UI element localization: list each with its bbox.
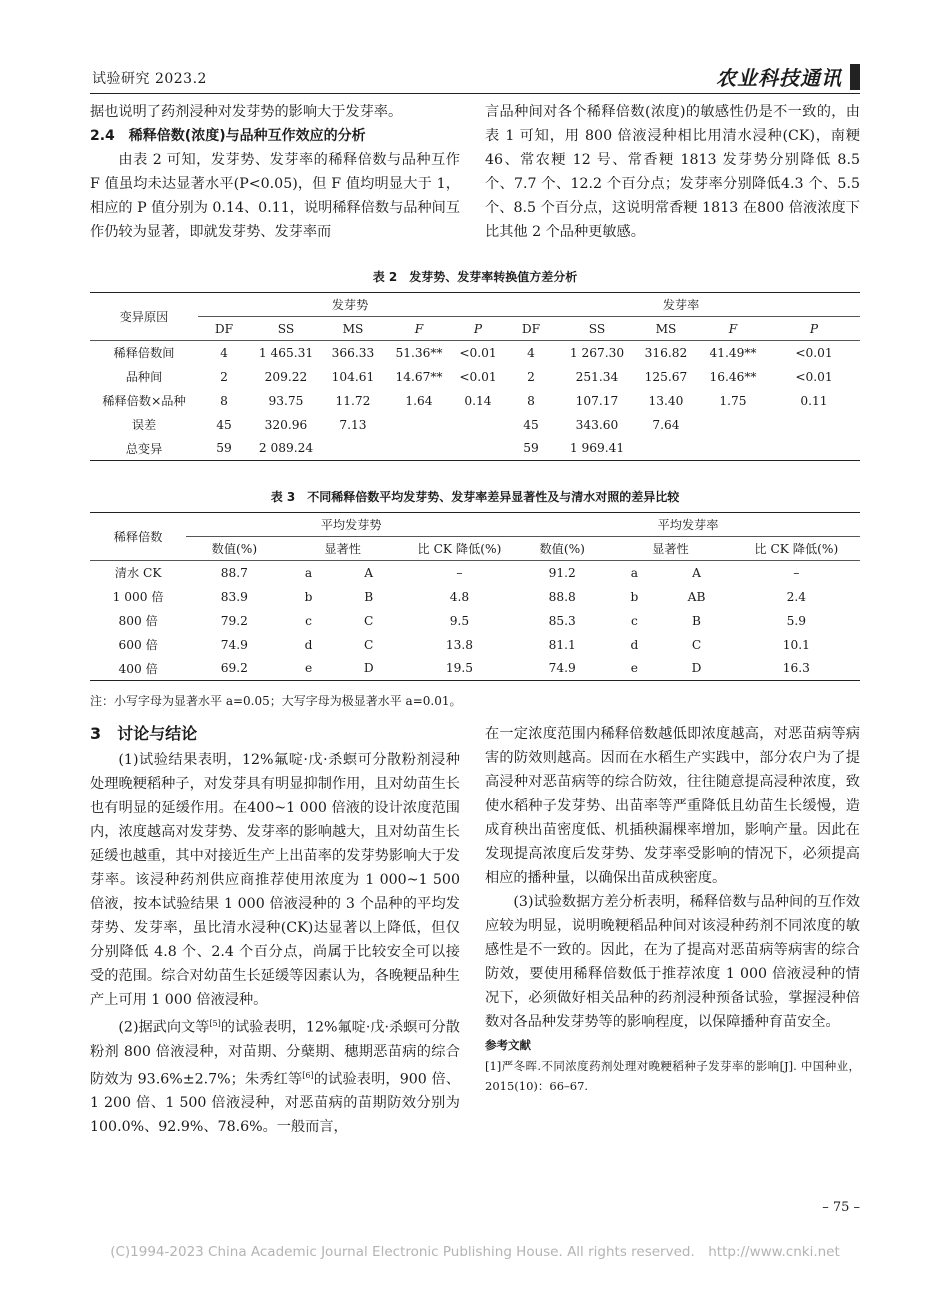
table2-subheader-cell: P (454, 317, 502, 341)
table3-cell: 88.8 (548, 589, 576, 604)
table2-cell: 2 (527, 369, 535, 384)
table2-cell: <0.01 (795, 345, 833, 360)
paragraph: (1)试验结果表明，12%氟啶·戊·杀螟可分散粉剂浸种处理晚粳稻种子，对发芽具有明显抑制作用，且对幼苗生长也有明显的延缓作用。在400~1 000 倍液的设计浓度范围内，浓度越高对发芽势、发芽率的影响越大，且对幼苗生长延缓也越重，其中对接近生产上出苗率的发芽势影响大于发芽率。该浸种药剂供应商推荐使用浓度为 1 000~1 500 倍液，按本试验结果 1 000 倍液浸种的 3 个品种的平均发芽势、发芽率，虽比清水浸种(CK)达显著以上降低，但仅分别降低 4.8 个、2.4 个百分点，尚属于比较安全可以接受的范围。综合对幼苗生长延缓等因素认为，各晚粳品种生产上可用 1 000 倍液浸种。 (90, 752, 460, 1008)
table2-cell: 8 (527, 393, 535, 408)
table2-cell: 316.82 (644, 345, 688, 360)
text-run: 的试验表明，12%氟啶·戊·杀螟可分散粉剂 800 倍液浸种，对苗期、分蘖期、穗期恶苗病的综合防效为 93.6%±2.7%；朱秀红等 (90, 1019, 460, 1088)
table2-header-group1: 发芽势 (198, 293, 502, 317)
table2-cell: 7.13 (339, 417, 367, 432)
lower-left-column (90, 722, 460, 1139)
table2-cell (698, 437, 768, 461)
table2-cell: 误差 (131, 418, 157, 432)
table2-cell: 8 (220, 393, 228, 408)
table2-cell: 4 (527, 345, 535, 360)
table3-subheader-cell: 显著性 (283, 537, 403, 561)
table2-cell: 7.64 (652, 417, 680, 432)
paragraph: 言品种间对各个稀释倍数(浓度)的敏感性仍是不一致的，由表 1 可知，用 800 倍液浸种相比用清水浸种(CK)，南粳 46、常农粳 12 号、常香粳 1813 发芽势分别降低 8.5 个、7.7 个、12.2 个百分点；发芽率分别降低4.3 个、5.5 个、8.5 个百分点，这说明常香粳 1813 在800 倍液浓度下比其他 2 个品种更敏感。 (485, 104, 860, 240)
table3-subheader (90, 537, 860, 561)
table3-note: 注：小写字母为显著水平 a=0.05；大写字母为极显著水平 a=0.01。 (90, 694, 462, 708)
table2-cell: 45 (523, 417, 539, 432)
page-number: – 75 – (822, 1200, 860, 1215)
table3-cell: A (692, 565, 701, 580)
table2-cell: 107.17 (575, 393, 619, 408)
table3-cell: 16.3 (782, 661, 810, 676)
table3-row (90, 657, 860, 681)
table2-caption: 表 2 发芽势、发芽率转换值方差分析 (372, 270, 578, 284)
text-run: (2)据武向文等 (118, 1019, 210, 1036)
table3-cell: b (304, 589, 313, 604)
table3-cell: 400 倍 (118, 661, 158, 676)
paragraph (90, 1012, 460, 1139)
table3-cell: 74.9 (548, 661, 576, 676)
table2-cell: <0.01 (459, 345, 497, 360)
citation-6[interactable]: [6] (302, 1070, 314, 1080)
table2-cell: 104.61 (331, 369, 375, 384)
table2-cell: 14.67** (395, 369, 443, 384)
upper-right-column (485, 100, 860, 244)
table2-cell: 品种间 (125, 370, 163, 384)
table2-header-group2: 发芽率 (502, 293, 860, 317)
table3-cell: c (630, 613, 638, 628)
table3-cell: 88.7 (220, 565, 248, 580)
table3-cell: a (304, 565, 313, 580)
table3-header-group2: 平均发芽率 (516, 513, 860, 537)
table3-cell: 79.2 (220, 613, 248, 628)
table2-cell (322, 437, 384, 461)
table3-row (90, 633, 860, 657)
table2-cell (454, 437, 502, 461)
table3-cell: 5.9 (786, 613, 806, 628)
table3-cell: 10.1 (782, 637, 810, 652)
reference-item: [1]严冬晖.不同浓度药剂处理对晚粳稻种子发芽率的影响[J]. 中国种业，2015(10)：66–67. (485, 1059, 860, 1093)
table2-cell: 13.40 (648, 393, 684, 408)
table2-row (90, 437, 860, 461)
table3-subheader-cell: 数值(%) (516, 537, 608, 561)
table3-row (90, 561, 860, 585)
table2-cell: 1 267.30 (569, 345, 625, 360)
references-heading: 参考文献 (485, 1038, 531, 1052)
table2-cell (384, 413, 454, 437)
table2-subheader-cell: DF (502, 317, 560, 341)
table3-cell: 74.9 (220, 637, 248, 652)
table2-cell: 11.72 (335, 393, 371, 408)
table3-header-dilution: 稀释倍数 (90, 513, 186, 561)
table3-cell: 600 倍 (118, 638, 158, 652)
table2-header-source: 变异原因 (90, 293, 198, 341)
table3-subheader-cell: 比 CK 降低(%) (403, 537, 516, 561)
table2-cell: <0.01 (459, 369, 497, 384)
table3-cell: C (691, 637, 702, 652)
table2-cell (768, 437, 860, 461)
table2-cell (634, 437, 698, 461)
table2-subheader-cell: F (698, 317, 768, 341)
table2-cell: 1 465.31 (258, 345, 314, 360)
text-run: 的试验表明，900 倍、1 200 倍、1 500 倍液浸种，对恶苗病的苗期防效分别为 100.0%、92.9%、78.6%。一般而言， (90, 1071, 461, 1136)
table2-cell (454, 413, 502, 437)
table3-cell: D (691, 661, 702, 676)
copyright-footer: (C)1994-2023 China Academic Journal Electronic Publishing House. All rights reserved. http://www.cnki.net (110, 1244, 840, 1260)
table2-row (90, 389, 860, 413)
table2-subheader-cell: MS (322, 317, 384, 341)
table2-subheader-cell: SS (250, 317, 322, 341)
table3-cell: 69.2 (220, 661, 248, 676)
table2-cell: 41.49** (709, 345, 757, 360)
table2-subheader-cell: DF (198, 317, 250, 341)
table3-cell: d (304, 637, 313, 652)
table2-cell: 1.75 (719, 393, 747, 408)
table2-cell: 59 (523, 441, 539, 456)
table2-subheader-cell: P (768, 317, 860, 341)
table3-row (90, 609, 860, 633)
table3-cell: 1 000 倍 (112, 590, 164, 604)
table2-cell: 320.96 (264, 417, 308, 432)
journal-issue: 试验研究 2023.2 (92, 71, 207, 87)
table3-cell: D (363, 661, 374, 676)
table3-cell: 4.8 (449, 589, 470, 604)
table3-cell: – (456, 565, 463, 580)
table3-cell: B (692, 613, 702, 628)
table3-cell: 83.9 (220, 589, 248, 604)
table3-cell: c (305, 613, 312, 628)
paragraph: (3)试验数据方差分析表明，稀释倍数与品种间的互作效应较为明显，说明晚粳稻品种间对该浸种药剂不同浓度的敏感性是不一致的。因此，在为了提高对恶苗病等病害的综合防效，要使用稀释倍数低于推荐浓度 1 000 倍液浸种的情况下，必须做好相关品种的药剂浸种预备试验，掌握浸种倍数对各品种发芽势等的影响程度，以保障播种育苗安全。 (485, 894, 860, 1030)
upper-left-column (90, 100, 460, 244)
table3-cell: e (630, 661, 638, 676)
table2-cell: 4 (220, 345, 228, 360)
table3-cell: A (364, 565, 374, 580)
table3-cell: d (630, 637, 639, 652)
table3-cell: 19.5 (445, 661, 473, 676)
table3-cell: 清水 CK (114, 566, 162, 581)
table2-cell: 1.64 (405, 393, 433, 408)
table2-cell: 51.36** (395, 345, 443, 360)
table2 (90, 292, 860, 461)
table3-cell: 85.3 (548, 613, 576, 628)
section-3-title: 3 讨论与结论 (90, 724, 198, 743)
table3-cell: e (304, 661, 313, 676)
journal-logo: 农业科技通讯 (716, 66, 842, 90)
running-header (90, 62, 860, 94)
table3-cell: – (793, 565, 800, 580)
table2-cell: 2 (220, 369, 228, 384)
table3-cell: 9.5 (449, 613, 470, 628)
section-2-4-title: 2.4 稀释倍数(浓度)与品种互作效应的分析 (90, 128, 366, 144)
table3-cell: AB (687, 589, 706, 604)
table2-subheader-cell: F (384, 317, 454, 341)
table2-cell (384, 437, 454, 461)
table3-subheader-cell: 数值(%) (186, 537, 282, 561)
table2-row (90, 365, 860, 389)
table3-subheader-cell: 比 CK 降低(%) (733, 537, 860, 561)
table2-cell: 93.75 (268, 393, 304, 408)
table3-cell: a (630, 565, 639, 580)
table3-subheader-cell: 显著性 (608, 537, 732, 561)
table3-cell: C (364, 637, 374, 652)
table2-cell (698, 413, 768, 437)
table2-cell (768, 413, 860, 437)
lower-right-column (485, 722, 860, 1096)
table3-cell: 2.4 (786, 589, 806, 604)
paragraph: 据也说明了药剂浸种对发芽势的影响大于发芽率。 (90, 104, 403, 120)
table2-cell: 45 (216, 417, 232, 432)
table3-cell: 81.1 (548, 637, 576, 652)
table2-cell: 209.22 (264, 369, 308, 384)
table2-cell: 稀释倍数×品种 (102, 394, 186, 408)
table3-cell: B (364, 589, 374, 604)
table2-subheader-cell: SS (560, 317, 634, 341)
table2-cell: 0.11 (800, 393, 828, 408)
table3-header-group1: 平均发芽势 (186, 513, 516, 537)
table2-cell: <0.01 (795, 369, 833, 384)
table2-cell: 2 089.24 (258, 441, 314, 456)
paragraph: 由表 2 可知，发芽势、发芽率的稀释倍数与品种互作 F 值虽均未达显著水平(P<0.05)，但 F 值均明显大于 1，相应的 P 值分别为 0.14、0.11，说明稀释倍数与品种间互作仍较为显著，即就发芽势、发芽率而 (90, 152, 461, 240)
table3-row (90, 585, 860, 609)
citation-5[interactable]: [5] (209, 1019, 221, 1028)
table3-cell: 800 倍 (118, 614, 158, 628)
table2-cell: 125.67 (644, 369, 688, 384)
table3-cell: C (364, 613, 374, 628)
table2-cell: 稀释倍数间 (113, 346, 175, 361)
table2-cell: 59 (216, 441, 232, 456)
table3 (90, 512, 860, 681)
table3-cell: 91.2 (548, 565, 576, 580)
table3-caption: 表 3 不同稀释倍数平均发芽势、发芽率差异显著性及与清水对照的差异比较 (270, 490, 680, 504)
table2-subheader-cell: MS (634, 317, 698, 341)
table3-cell: b (630, 589, 639, 604)
header-mark (850, 64, 860, 90)
paragraph: 在一定浓度范围内稀释倍数越低即浓度越高，对恶苗病等病害的防效则越高。因而在水稻生产实践中，部分农户为了提高浸种对恶苗病等的综合防效，往往随意提高浸种浓度，致使水稻种子发芽势、出苗率等严重降低且幼苗生长缓慢，造成育秧出苗密度低、机插秧漏棵率增加，影响产量。因此在发现提高浓度后发芽势、发芽率受影响的情况下，必须提高相应的播种量，以确保出苗成秧密度。 (485, 726, 860, 886)
table2-cell: 366.33 (331, 345, 375, 360)
table2-cell: 0.14 (464, 393, 492, 408)
table2-cell: 343.60 (575, 417, 619, 432)
table2-subheader (90, 317, 860, 341)
table2-row (90, 413, 860, 437)
table3-cell: 13.8 (445, 637, 473, 652)
table2-cell: 1 969.41 (569, 441, 625, 456)
table2-cell: 总变异 (125, 441, 163, 456)
table2-cell: 251.34 (575, 369, 619, 384)
table2-row (90, 341, 860, 365)
table2-cell: 16.46** (709, 369, 757, 384)
